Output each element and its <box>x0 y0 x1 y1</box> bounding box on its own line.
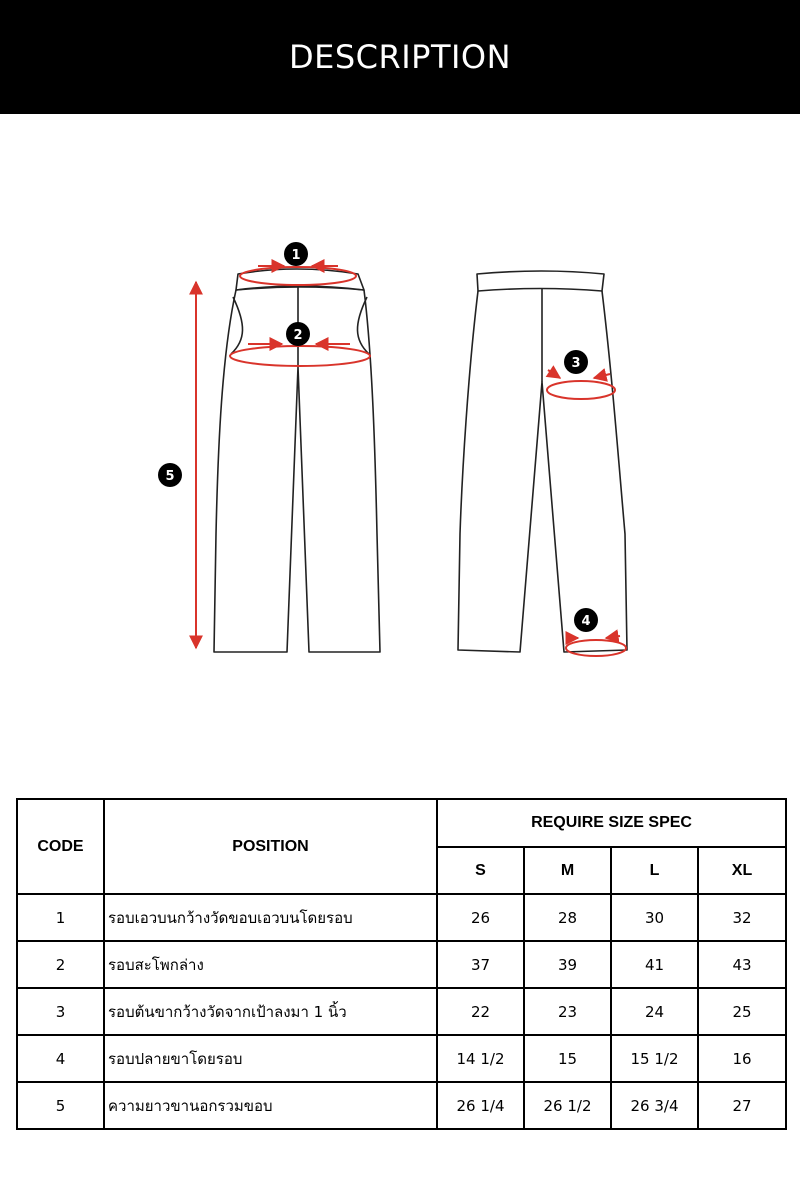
value-xl: 25 <box>698 988 786 1035</box>
row-code: 5 <box>17 1082 104 1129</box>
value-s: 14 1/2 <box>437 1035 524 1082</box>
row-code: 2 <box>17 941 104 988</box>
value-l: 24 <box>611 988 698 1035</box>
size-xl: XL <box>698 847 786 894</box>
value-xl: 16 <box>698 1035 786 1082</box>
size-spec-table <box>16 798 787 1130</box>
value-m: 28 <box>524 894 611 941</box>
svg-text:3: 3 <box>571 356 581 371</box>
value-s: 26 1/4 <box>437 1082 524 1129</box>
pants-diagram <box>0 114 800 754</box>
table-row <box>17 1082 786 1129</box>
row-position: รอบเอวบนกว้างวัดขอบเอวบนโดยรอบ <box>104 894 437 941</box>
value-xl: 32 <box>698 894 786 941</box>
front-measure-marks <box>196 266 370 648</box>
marker-3 <box>564 350 588 374</box>
row-position: ความยาวขานอกรวมขอบ <box>104 1082 437 1129</box>
svg-text:2: 2 <box>293 328 303 343</box>
marker-5 <box>158 463 182 487</box>
svg-text:4: 4 <box>581 614 591 629</box>
value-l: 30 <box>611 894 698 941</box>
svg-text:1: 1 <box>291 248 301 263</box>
value-m: 23 <box>524 988 611 1035</box>
size-m: M <box>524 847 611 894</box>
row-code: 4 <box>17 1035 104 1082</box>
header-position: POSITION <box>104 799 437 894</box>
value-l: 41 <box>611 941 698 988</box>
table-row <box>17 941 786 988</box>
value-s: 26 <box>437 894 524 941</box>
value-s: 22 <box>437 988 524 1035</box>
header-bar <box>0 0 800 114</box>
svg-text:5: 5 <box>165 469 175 484</box>
value-l: 15 1/2 <box>611 1035 698 1082</box>
table-row <box>17 894 786 941</box>
value-m: 39 <box>524 941 611 988</box>
row-code: 3 <box>17 988 104 1035</box>
row-position: รอบสะโพกล่าง <box>104 941 437 988</box>
value-l: 26 3/4 <box>611 1082 698 1129</box>
value-m: 15 <box>524 1035 611 1082</box>
page-title: DESCRIPTION <box>288 38 512 76</box>
marker-1 <box>284 242 308 266</box>
table-row <box>17 988 786 1035</box>
header-code: CODE <box>17 799 104 894</box>
header-require-size-spec: REQUIRE SIZE SPEC <box>437 799 786 847</box>
size-l: L <box>611 847 698 894</box>
table-row <box>17 1035 786 1082</box>
marker-4 <box>574 608 598 632</box>
row-position: รอบปลายขาโดยรอบ <box>104 1035 437 1082</box>
marker-2 <box>286 322 310 346</box>
value-xl: 43 <box>698 941 786 988</box>
value-s: 37 <box>437 941 524 988</box>
back-pants-outline <box>458 271 627 652</box>
row-code: 1 <box>17 894 104 941</box>
value-m: 26 1/2 <box>524 1082 611 1129</box>
value-xl: 27 <box>698 1082 786 1129</box>
size-s: S <box>437 847 524 894</box>
row-position: รอบต้นขากว้างวัดจากเป้าลงมา 1 นิ้ว <box>104 988 437 1035</box>
